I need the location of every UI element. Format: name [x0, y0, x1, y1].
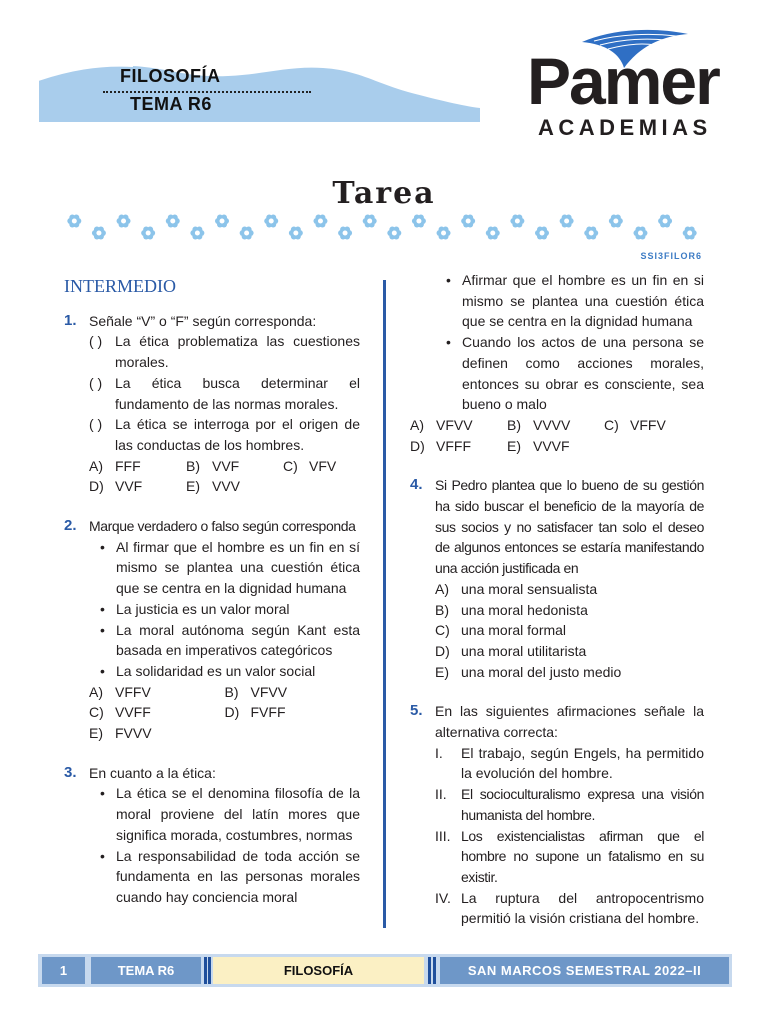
options-row: [410, 436, 704, 457]
option-text: VVVF: [533, 437, 570, 454]
question-5: [410, 701, 704, 929]
roman-numeral: IV.: [435, 889, 451, 906]
roman-numeral: I.: [435, 744, 443, 761]
option-letter: B): [435, 601, 449, 618]
flower-icon: [535, 227, 549, 240]
tema-label: TEMA R6: [130, 94, 212, 114]
option-d: [225, 702, 361, 723]
option-letter: A): [435, 580, 449, 597]
options-row: [89, 456, 360, 477]
option-letter: E): [89, 725, 103, 742]
bullet-icon: •: [446, 334, 451, 351]
option-text: VFV: [309, 457, 337, 474]
option-text: VFVV: [436, 416, 473, 433]
option-letter: A): [89, 683, 103, 700]
options-row: [89, 723, 360, 744]
bullet-item: [89, 620, 360, 661]
statement-text: El socioculturalismo expresa una visión humanista del hombre.: [461, 786, 704, 823]
flower-icon: [92, 227, 106, 240]
bullet-text: Cuando los actos de una persona se definen como acciones morales, entonces su obrar es consciente, sea bueno o malo: [462, 334, 704, 413]
statement-text: Los existencialistas afirman que el hombre no supone un fatalismo en su existir.: [461, 827, 704, 885]
option-b: [186, 456, 283, 477]
footer-separator: [433, 957, 436, 984]
flower-icon: [240, 227, 254, 240]
option-text: VFFV: [115, 683, 151, 700]
flower-icon: [313, 215, 327, 228]
bullet-item: [89, 537, 360, 599]
document-code: SSI3FILOR6: [640, 251, 702, 261]
flower-icon: [387, 227, 401, 240]
option-text: una moral del justo medio: [461, 663, 622, 680]
statement-item: [435, 826, 704, 888]
option-text: una moral formal: [461, 622, 567, 639]
question-number: 5.: [410, 702, 423, 720]
flower-icon: [609, 215, 623, 228]
option-letter: C): [435, 622, 450, 639]
flower-icon: [486, 227, 500, 240]
option-d: [89, 476, 186, 497]
bullet-item: [435, 332, 704, 415]
flower-icon: [683, 227, 697, 240]
question-number: 1.: [64, 311, 77, 329]
flower-icon: [658, 215, 672, 228]
option-d: [410, 436, 507, 457]
bullet-text: La responsabilidad de toda acción se fundamenta en las personas morales cuando hay conciencia moral: [116, 847, 360, 905]
flower-icon: [215, 215, 229, 228]
option-letter: D): [89, 478, 104, 495]
flower-icon: [461, 215, 475, 228]
flower-icon: [289, 227, 303, 240]
course-label: FILOSOFÍA: [120, 66, 221, 86]
option-letter: B): [507, 416, 521, 433]
question-4: [410, 475, 704, 682]
question-2: [64, 516, 360, 744]
flower-icon: [190, 227, 204, 240]
footer-separator: [428, 957, 431, 984]
bullet-item: [89, 661, 360, 682]
question-stem: En cuanto a la ética:: [89, 764, 216, 781]
option-letter: D): [410, 437, 425, 454]
option-letter: E): [435, 663, 449, 680]
bullet-icon: •: [100, 785, 105, 802]
bullet-icon: •: [100, 600, 105, 617]
flower-icon: [166, 215, 180, 228]
bullet-text: La justicia es un valor moral: [116, 600, 290, 617]
statement-text: La ética problematiza las cuestiones morales.: [115, 333, 360, 371]
column-divider: [383, 280, 386, 928]
right-column: [410, 270, 704, 929]
option-text: una moral sensualista: [461, 580, 598, 597]
left-column: [64, 270, 360, 908]
bullet-icon: •: [100, 847, 105, 864]
bullet-icon: •: [100, 621, 105, 638]
bullet-icon: •: [100, 662, 105, 679]
options-row: [89, 682, 360, 703]
answer-blank: ( ): [89, 333, 103, 350]
option-c: [283, 456, 336, 477]
bullet-item: [89, 599, 360, 620]
question-stem: Si Pedro plantea que lo bueno de su gestión ha sido buscar el beneficio de la mayoría de sus socios y no satisfacer tan solo el deseo de algunos entonces se estaría manifestando una acción justificada en: [435, 477, 704, 577]
bullet-item: [89, 846, 360, 908]
option-letter: C): [89, 704, 104, 721]
logo-subtitle: ACADEMIAS: [538, 115, 712, 140]
question-3-continued: [410, 270, 704, 415]
flower-icon: [363, 215, 377, 228]
option-letter: B): [224, 683, 239, 700]
option-b: [435, 600, 704, 621]
bullet-item: [89, 783, 360, 845]
flower-icon: [67, 215, 81, 228]
option-a: [435, 579, 704, 600]
options-row: [89, 476, 360, 497]
page-title: Tarea: [332, 176, 436, 211]
roman-numeral: II.: [435, 786, 447, 803]
footer-separator: [204, 957, 207, 984]
statement-item: [89, 373, 360, 414]
answer-blank: ( ): [89, 374, 103, 391]
question-1: [64, 311, 360, 497]
flower-icon: [584, 227, 598, 240]
statement-text: La ética se interroga por el origen de las conductas de los hombres.: [115, 416, 360, 453]
statement-item: [435, 743, 704, 784]
option-text: FFF: [115, 457, 141, 474]
header-dotted-line: [103, 91, 311, 93]
bullet-text: La solidaridad es un valor social: [116, 662, 316, 679]
flower-icon: [264, 215, 278, 228]
option-letter: C): [283, 457, 298, 474]
question-stem: Señale “V” o “F” según corresponda:: [89, 312, 317, 329]
question-number: 3.: [64, 763, 77, 781]
option-c: [604, 415, 666, 436]
option-text: VVFF: [115, 704, 151, 721]
option-text: VVV: [212, 478, 241, 495]
option-b: [507, 415, 604, 436]
bullet-item: [435, 270, 704, 332]
question-number: 4.: [410, 476, 423, 494]
option-a: [410, 415, 507, 436]
statement-item: [435, 888, 704, 929]
option-letter: D): [224, 704, 240, 721]
statement-text: El trabajo, según Engels, ha permitido la evolución del hombre.: [461, 744, 704, 782]
bullet-icon: •: [100, 538, 105, 555]
footer-tema: TEMA R6: [91, 957, 201, 984]
question-stem: En las siguientes afirmaciones señale la alternativa correcta:: [435, 703, 704, 741]
bullet-text: La ética se el denomina filosofía de la moral proviene del latín mores que significa morada, costumbres, normas: [116, 785, 360, 843]
option-text: VFFF: [436, 437, 471, 454]
option-b: [225, 682, 361, 703]
option-e: [89, 723, 225, 744]
bullet-icon: •: [446, 272, 451, 288]
option-text: VFVV: [250, 683, 288, 700]
option-a: [89, 682, 225, 703]
option-a: [89, 456, 186, 477]
flower-icon: [117, 215, 131, 228]
bullet-text: Al firmar que el hombre es un fin en sí mismo se plantea una cuestión ética que se centra en la dignidad humana: [116, 538, 360, 597]
footer-program: SAN MARCOS SEMESTRAL 2022–II: [440, 957, 729, 984]
statement-item: [435, 784, 704, 825]
option-letter: E): [507, 437, 521, 454]
question-stem: Marque verdadero o falso según corresponda: [89, 518, 356, 535]
footer-subject: FILOSOFÍA: [213, 957, 424, 984]
question-3: [64, 763, 360, 908]
option-letter: A): [410, 416, 424, 433]
footer-separator: [208, 957, 211, 984]
flower-icon: [412, 215, 426, 228]
flower-icon: [510, 215, 524, 228]
options-row: [89, 702, 360, 723]
flower-icon: [437, 227, 451, 240]
flower-icon: [560, 215, 574, 228]
statement-text: La ética busca determinar el fundamento de las normas morales.: [115, 374, 360, 412]
decorative-flower-border: [62, 212, 702, 242]
question-3-options: [410, 415, 704, 456]
option-e: [186, 476, 240, 497]
option-letter: B): [186, 457, 200, 474]
bullet-text: Afirmar que el hombre es un fin en si mismo se plantea una cuestión ética que se centra en la dignidad humana: [462, 272, 704, 330]
option-e: [507, 436, 570, 457]
option-e: [435, 662, 704, 683]
option-text: FVFF: [250, 704, 286, 721]
statement-item: [89, 414, 360, 455]
option-c: [89, 702, 225, 723]
answer-blank: ( ): [89, 416, 103, 433]
option-text: VVF: [212, 457, 240, 474]
option-c: [435, 620, 704, 641]
section-heading: INTERMEDIO: [64, 276, 176, 296]
question-number: 2.: [64, 517, 77, 535]
option-text: VVF: [115, 478, 143, 495]
statement-item: [89, 331, 360, 372]
option-letter: D): [435, 642, 450, 659]
option-text: VVVV: [533, 416, 571, 433]
option-letter: A): [89, 457, 103, 474]
options-row: [410, 415, 704, 436]
option-text: una moral hedonista: [461, 601, 588, 618]
page-number: 1: [42, 957, 85, 984]
logo-wordmark: Pamer: [527, 44, 719, 118]
option-d: [435, 641, 704, 662]
flower-icon: [633, 227, 647, 240]
flower-icon: [338, 227, 352, 240]
option-text: FVVV: [115, 725, 152, 742]
option-letter: C): [604, 416, 619, 433]
bullet-text: La moral autónoma según Kant esta basada en imperativos categóricos: [116, 621, 360, 659]
roman-numeral: III.: [435, 827, 451, 844]
option-letter: E): [186, 478, 200, 495]
option-text: una moral utilitarista: [461, 642, 587, 659]
option-text: VFFV: [630, 416, 666, 433]
flower-icon: [141, 227, 155, 240]
statement-text: La ruptura del antropocentrismo permitió la visión cristiana del hombre.: [461, 889, 704, 927]
